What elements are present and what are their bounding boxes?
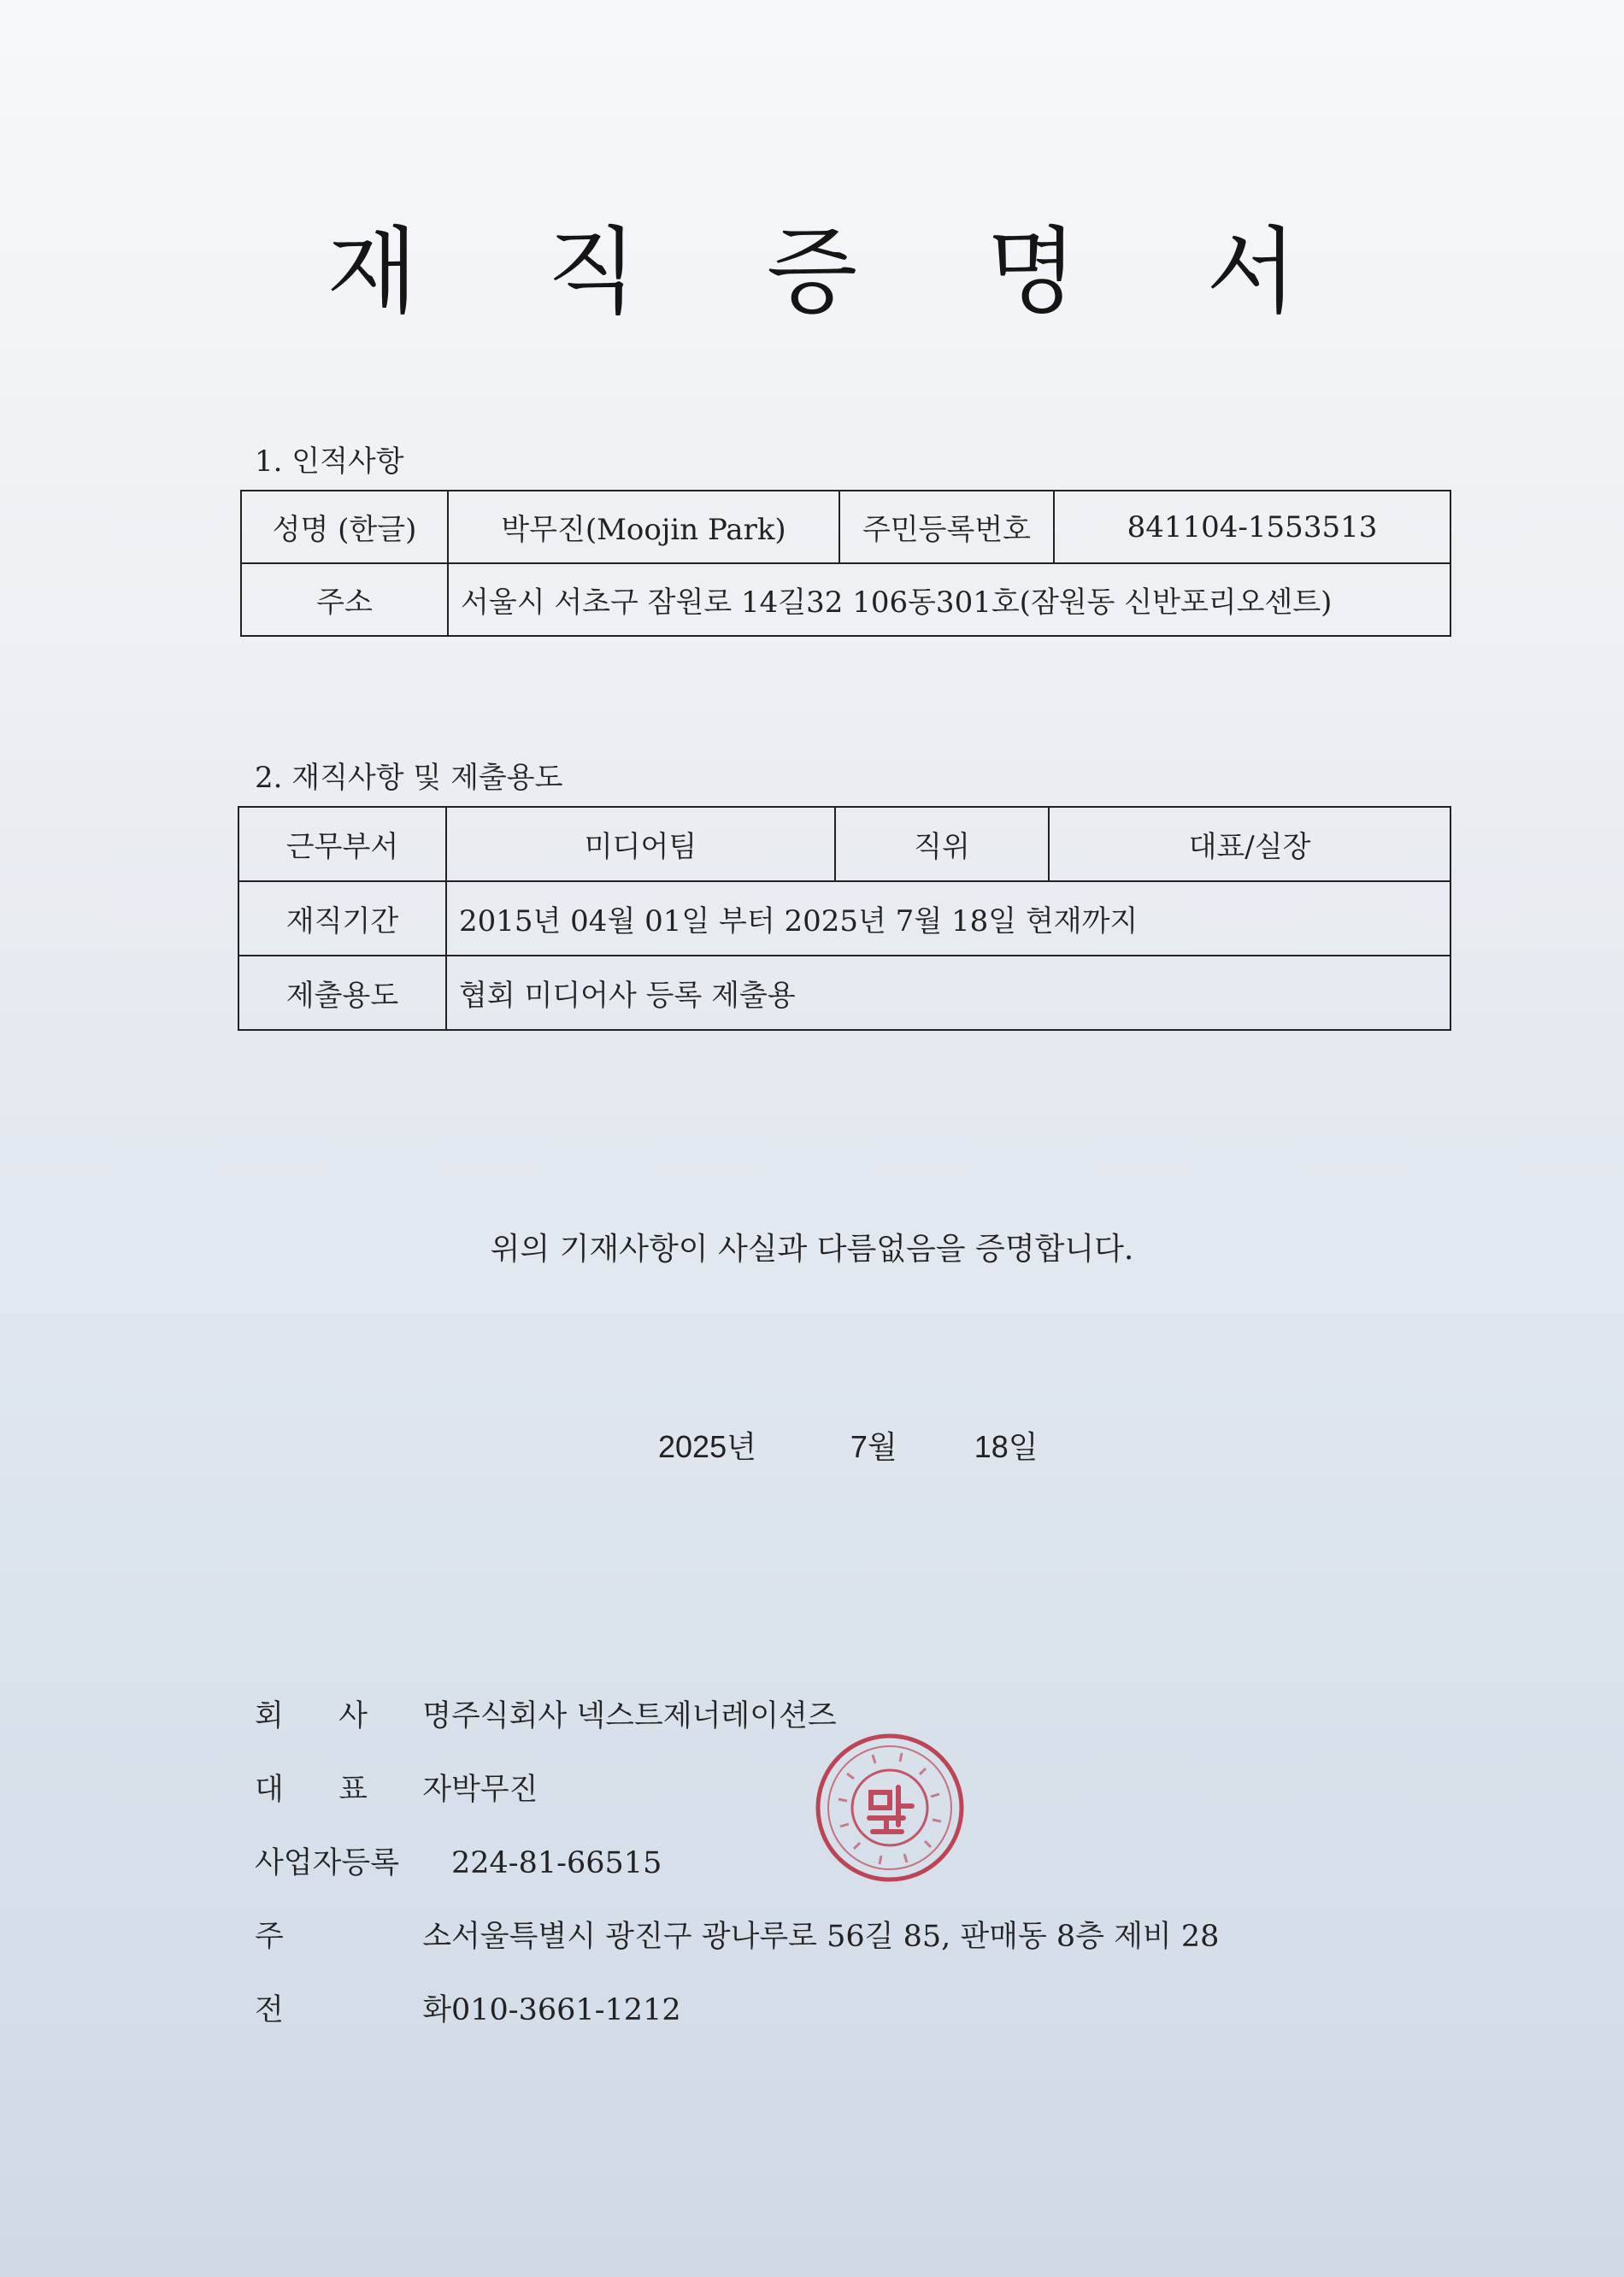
- address-value: 서울시 서초구 잠원로 14길32 106동301호(잠원동 신반포리오센트): [448, 563, 1450, 636]
- company-phone-row: [255, 1986, 1219, 2060]
- company-phone-label: 전 화: [255, 1993, 451, 2027]
- company-name-value: 주식회사 넥스트제너레이션즈: [451, 1699, 837, 1733]
- position-label: 직위: [835, 807, 1049, 881]
- rrn-label: 주민등록번호: [839, 491, 1054, 563]
- company-ceo-row: [255, 1766, 1219, 1839]
- table-row: [238, 881, 1450, 956]
- purpose-value: 협회 미디어사 등록 제출용: [446, 956, 1450, 1030]
- dept-label: 근무부서: [238, 807, 446, 881]
- employment-info-table: [238, 806, 1451, 1031]
- issue-day: 18일: [974, 1429, 1039, 1464]
- issue-date: [658, 1423, 1039, 1467]
- period-label: 재직기간: [238, 881, 446, 956]
- company-info: [255, 1692, 1219, 2060]
- company-phone-value: 010-3661-1212: [451, 1993, 681, 2027]
- company-bizno-label: 사업자등록: [255, 1846, 400, 1880]
- table-row: [241, 563, 1450, 636]
- company-ceo-label: 대 표 자: [255, 1773, 451, 1807]
- position-value: 대표/실장: [1049, 807, 1450, 881]
- address-label: 주소: [241, 563, 448, 636]
- name-value: 박무진(Moojin Park): [448, 491, 839, 563]
- table-row: [241, 491, 1450, 563]
- document-title: 재 직 증 명 서: [327, 217, 1347, 327]
- company-address-label: 주 소: [255, 1920, 451, 1954]
- table-row: [238, 956, 1450, 1030]
- company-name-label: 회 사 명: [255, 1699, 451, 1733]
- table-row: [238, 807, 1450, 881]
- certification-statement: 위의 기재사항이 사실과 다름없음을 증명합니다.: [490, 1232, 1134, 1267]
- personal-info-table: [240, 490, 1451, 637]
- rrn-value: 841104-1553513: [1054, 491, 1450, 563]
- company-bizno-row: [255, 1839, 1219, 1913]
- company-address-value: 서울특별시 광진구 광나루로 56길 85, 판매동 8층 제비 28: [451, 1920, 1220, 1954]
- company-seal-icon: [813, 1731, 967, 1885]
- name-label: 성명 (한글): [241, 491, 448, 563]
- purpose-label: 제출용도: [238, 956, 446, 1030]
- company-address-row: [255, 1913, 1219, 1986]
- company-bizno-value: 224-81-66515: [451, 1846, 662, 1880]
- dept-value: 미디어팀: [446, 807, 835, 881]
- section1-heading: 1. 인적사항: [255, 444, 404, 479]
- section2-heading: 2. 재직사항 및 제출용도: [255, 761, 563, 795]
- company-ceo-value: 박무진: [451, 1773, 538, 1807]
- issue-month: 7월: [850, 1429, 897, 1464]
- period-value: 2015년 04월 01일 부터 2025년 7월 18일 현재까지: [446, 881, 1450, 956]
- issue-year: 2025년: [658, 1429, 756, 1464]
- company-name-row: [255, 1692, 1219, 1766]
